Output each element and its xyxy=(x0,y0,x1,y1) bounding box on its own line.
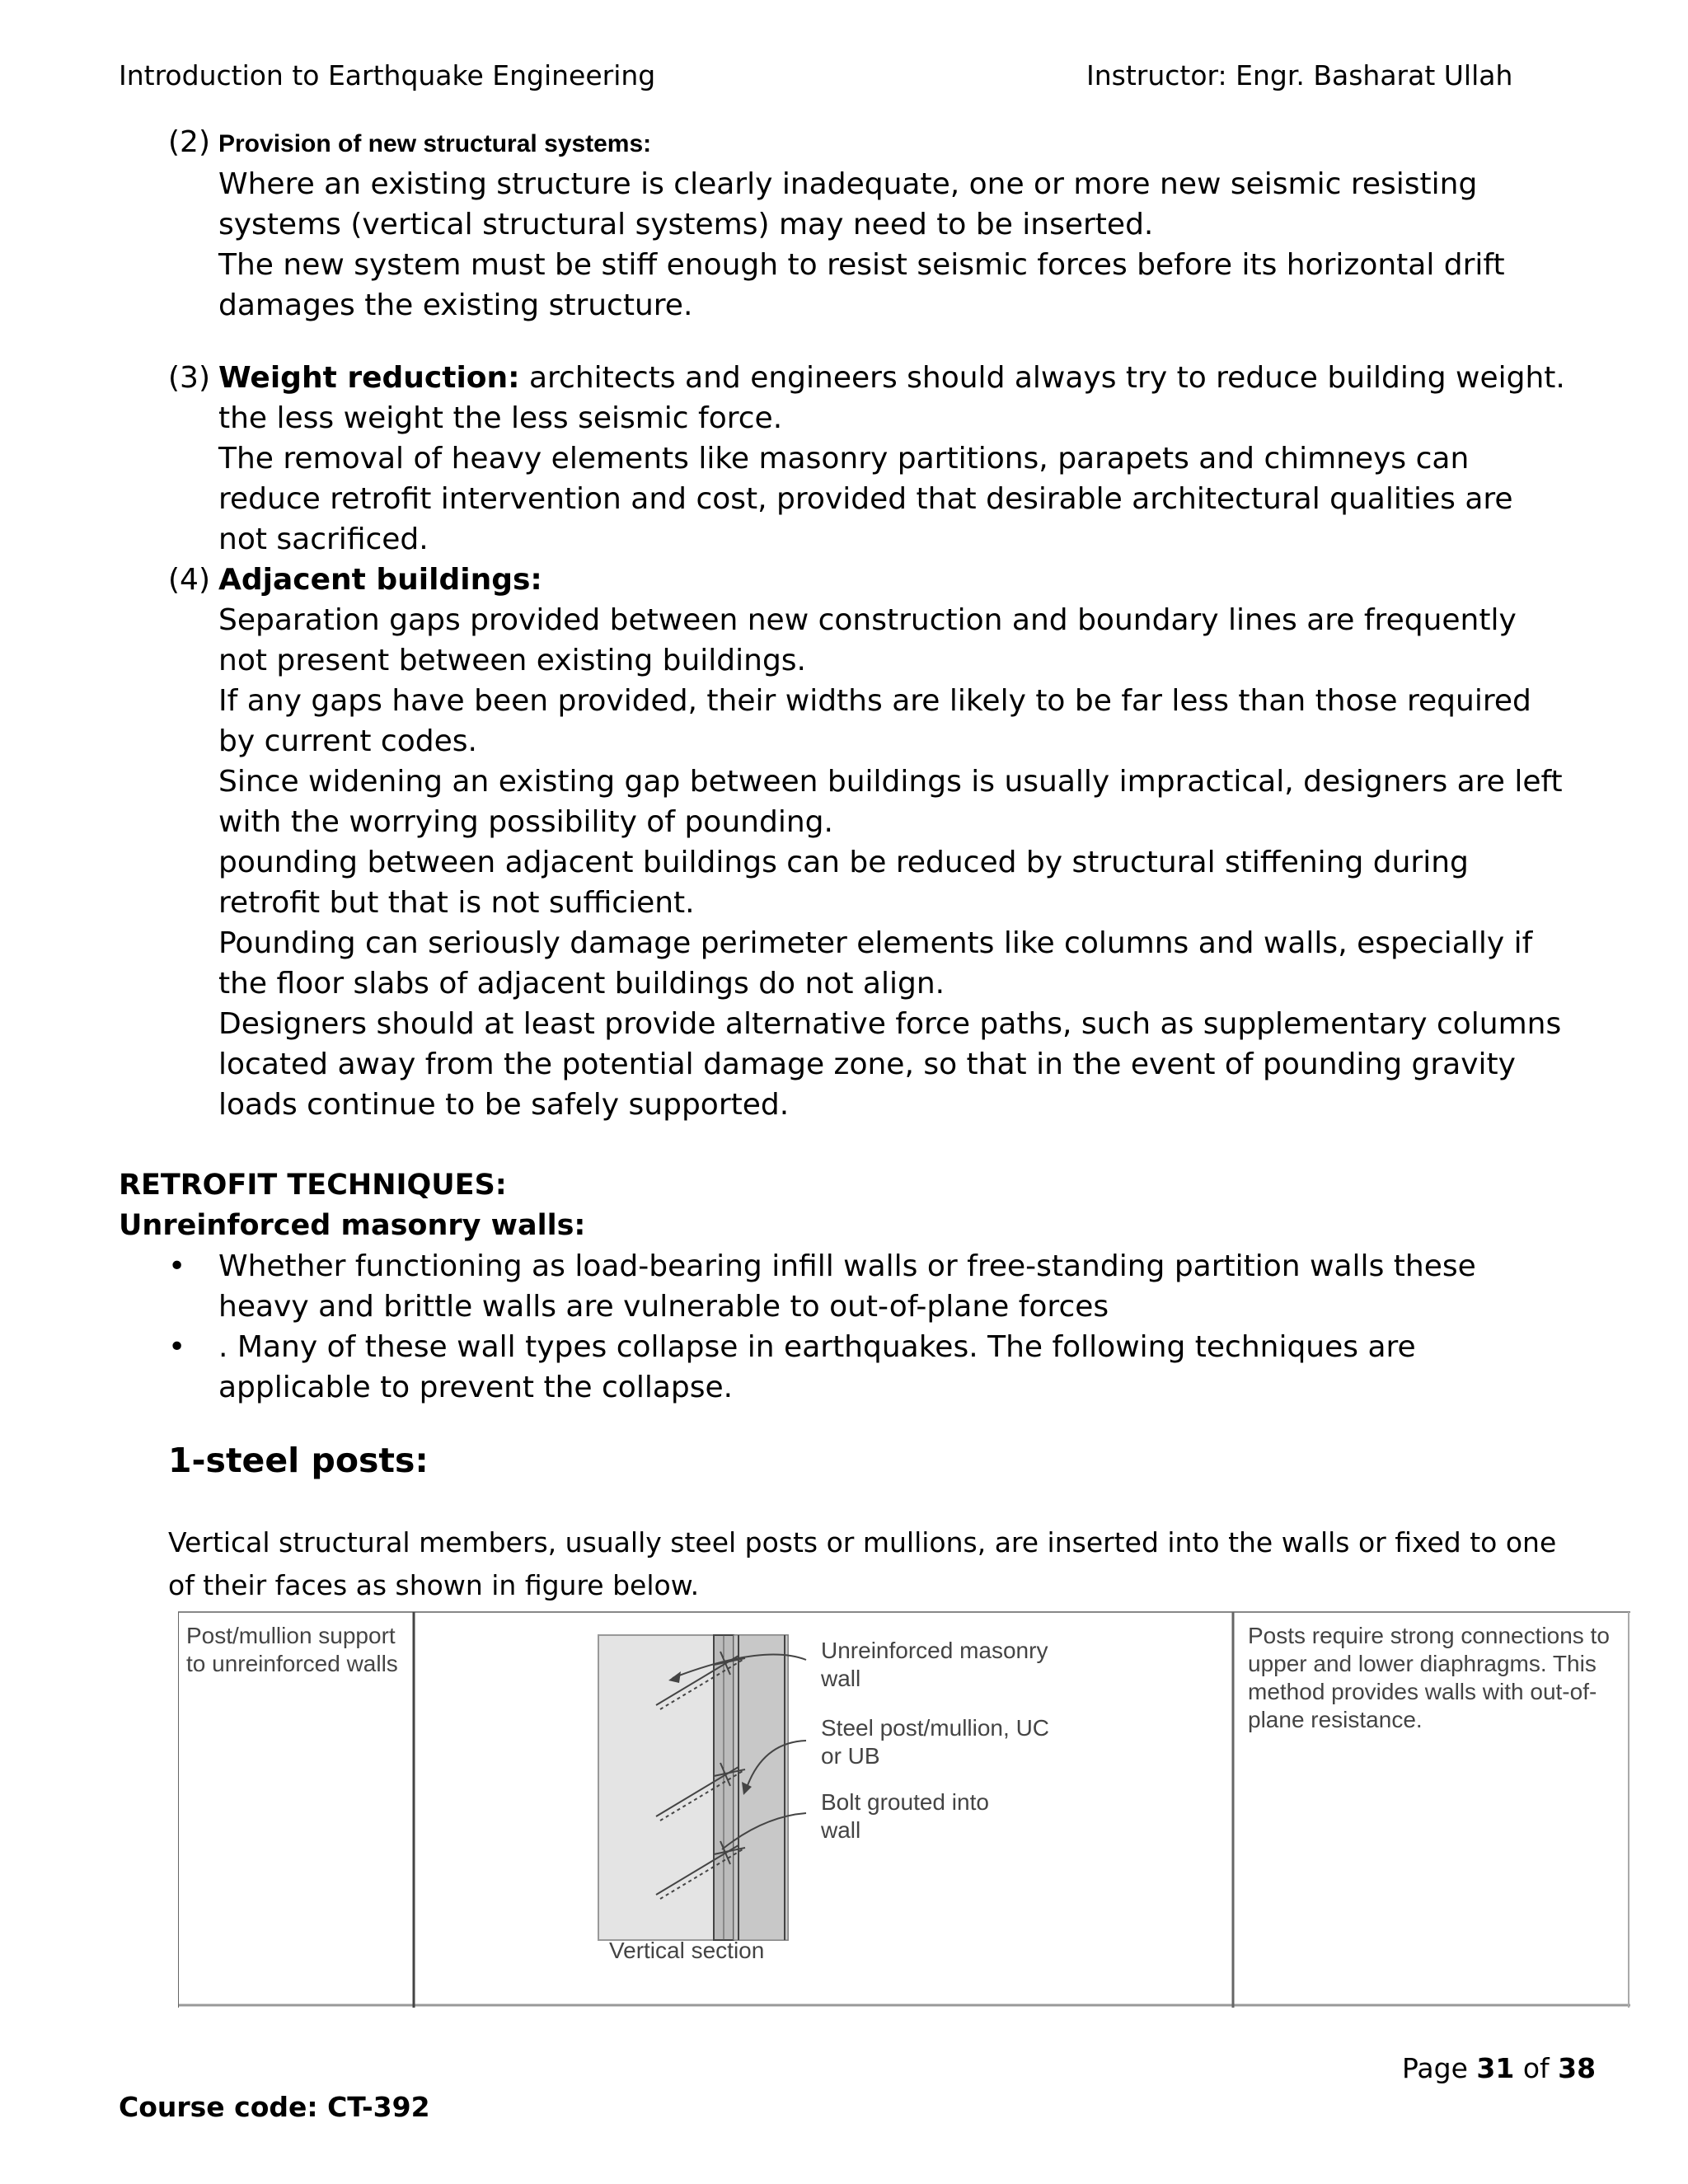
label-unreinforced-masonry-wall: Unreinforced masonry wall xyxy=(821,1638,1048,1691)
item-title: Provision of new structural systems xyxy=(218,130,644,157)
list-item-text: Whether functioning as load-bearing infill walls or free-standing partition walls these heavy and brittle walls are vulnerable to out-of-plane forces xyxy=(218,1249,1476,1324)
paragraph: Designers should at least provide alternative force paths, such as supplementary columns located away from the potential damage zone, so that in the event of pounding gravity loads continue to be safely supported. xyxy=(218,1007,1562,1122)
paragraph: Separation gaps provided between new construction and boundary lines are frequently not present between existing buildings. xyxy=(218,603,1517,677)
page-of: of xyxy=(1514,2052,1559,2084)
item-weight-reduction xyxy=(168,358,1569,560)
item-title: Weight reduction: xyxy=(218,361,520,395)
item-adjacent-buildings xyxy=(168,560,1569,1125)
item-lead: architects and engineers should always try to reduce building weight. the less weight the less seismic force. xyxy=(218,361,1565,435)
label-bolt-grouted: Bolt grouted into wall xyxy=(821,1789,989,1843)
list-item-text: . Many of these wall types collapse in earthquakes. The following techniques are applicable to prevent the collapse. xyxy=(218,1330,1416,1404)
list-item xyxy=(168,1327,1569,1408)
bullet-icon: • xyxy=(168,1330,186,1364)
label-steel-post: Steel post/mullion, UC or UB xyxy=(821,1715,1050,1769)
figure-right-cell: Posts require strong connections to upper and lower diaphragms. This method provides walls with out-of-plane resistance. xyxy=(1248,1623,1610,1732)
page-total: 38 xyxy=(1558,2052,1597,2084)
subsection-heading-steel-posts: 1-steel posts: xyxy=(168,1441,429,1480)
section-heading-retrofit: RETROFIT TECHNIQUES: xyxy=(119,1169,507,1202)
paragraph: Where an existing structure is clearly inadequate, one or more new seismic resisting systems (vertical structural systems) may need to be inserted. xyxy=(218,167,1478,241)
paragraph: If any gaps have been provided, their widths are likely to be far less than those required by current codes. xyxy=(218,684,1531,758)
header-instructor: Instructor: Engr. Basharat Ullah xyxy=(1086,59,1513,91)
paragraph: The new system must be stiff enough to resist seismic forces before its horizontal drift damages the existing structure. xyxy=(218,248,1505,322)
figure-table xyxy=(178,1610,1630,2009)
item-number: (2) xyxy=(168,125,210,159)
bullet-icon: • xyxy=(168,1249,186,1283)
page-current: 31 xyxy=(1476,2052,1515,2084)
bullet-list xyxy=(168,1246,1569,1408)
item-title: Adjacent buildings: xyxy=(218,563,542,597)
item-title-colon: : xyxy=(643,130,652,157)
page-prefix: Page xyxy=(1402,2052,1477,2084)
header-course-title: Introduction to Earthquake Engineering xyxy=(119,59,656,91)
page-number xyxy=(1402,2052,1596,2084)
paragraph: Pounding can seriously damage perimeter elements like columns and walls, especially if the floor slabs of adjacent buildings do not align. xyxy=(218,926,1533,1001)
item-number: (3) xyxy=(168,361,210,395)
steel-posts-description: Vertical structural members, usually steel posts or mullions, are inserted into the walls or fixed to one of their faces as shown in figure below. xyxy=(168,1526,1557,1601)
item-number: (4) xyxy=(168,563,210,597)
label-vertical-section: Vertical section xyxy=(609,1938,765,1963)
list-item xyxy=(168,1246,1569,1327)
course-code: Course code: CT-392 xyxy=(119,2091,430,2123)
subheading-unreinforced-masonry: Unreinforced masonry walls: xyxy=(119,1209,586,1242)
paragraph: pounding between adjacent buildings can be reduced by structural stiffening during retrofit but that is not sufficient. xyxy=(218,846,1469,920)
item-new-structural-systems xyxy=(168,122,1569,326)
figure-left-cell: Post/mullion support to unreinforced walls xyxy=(186,1623,398,1676)
paragraph: The removal of heavy elements like masonry partitions, parapets and chimneys can reduce retrofit intervention and cost, provided that desirable architectural qualities are not sacrificed. xyxy=(218,442,1513,556)
paragraph: Since widening an existing gap between buildings is usually impractical, designers are left with the worrying possibility of pounding. xyxy=(218,765,1563,839)
